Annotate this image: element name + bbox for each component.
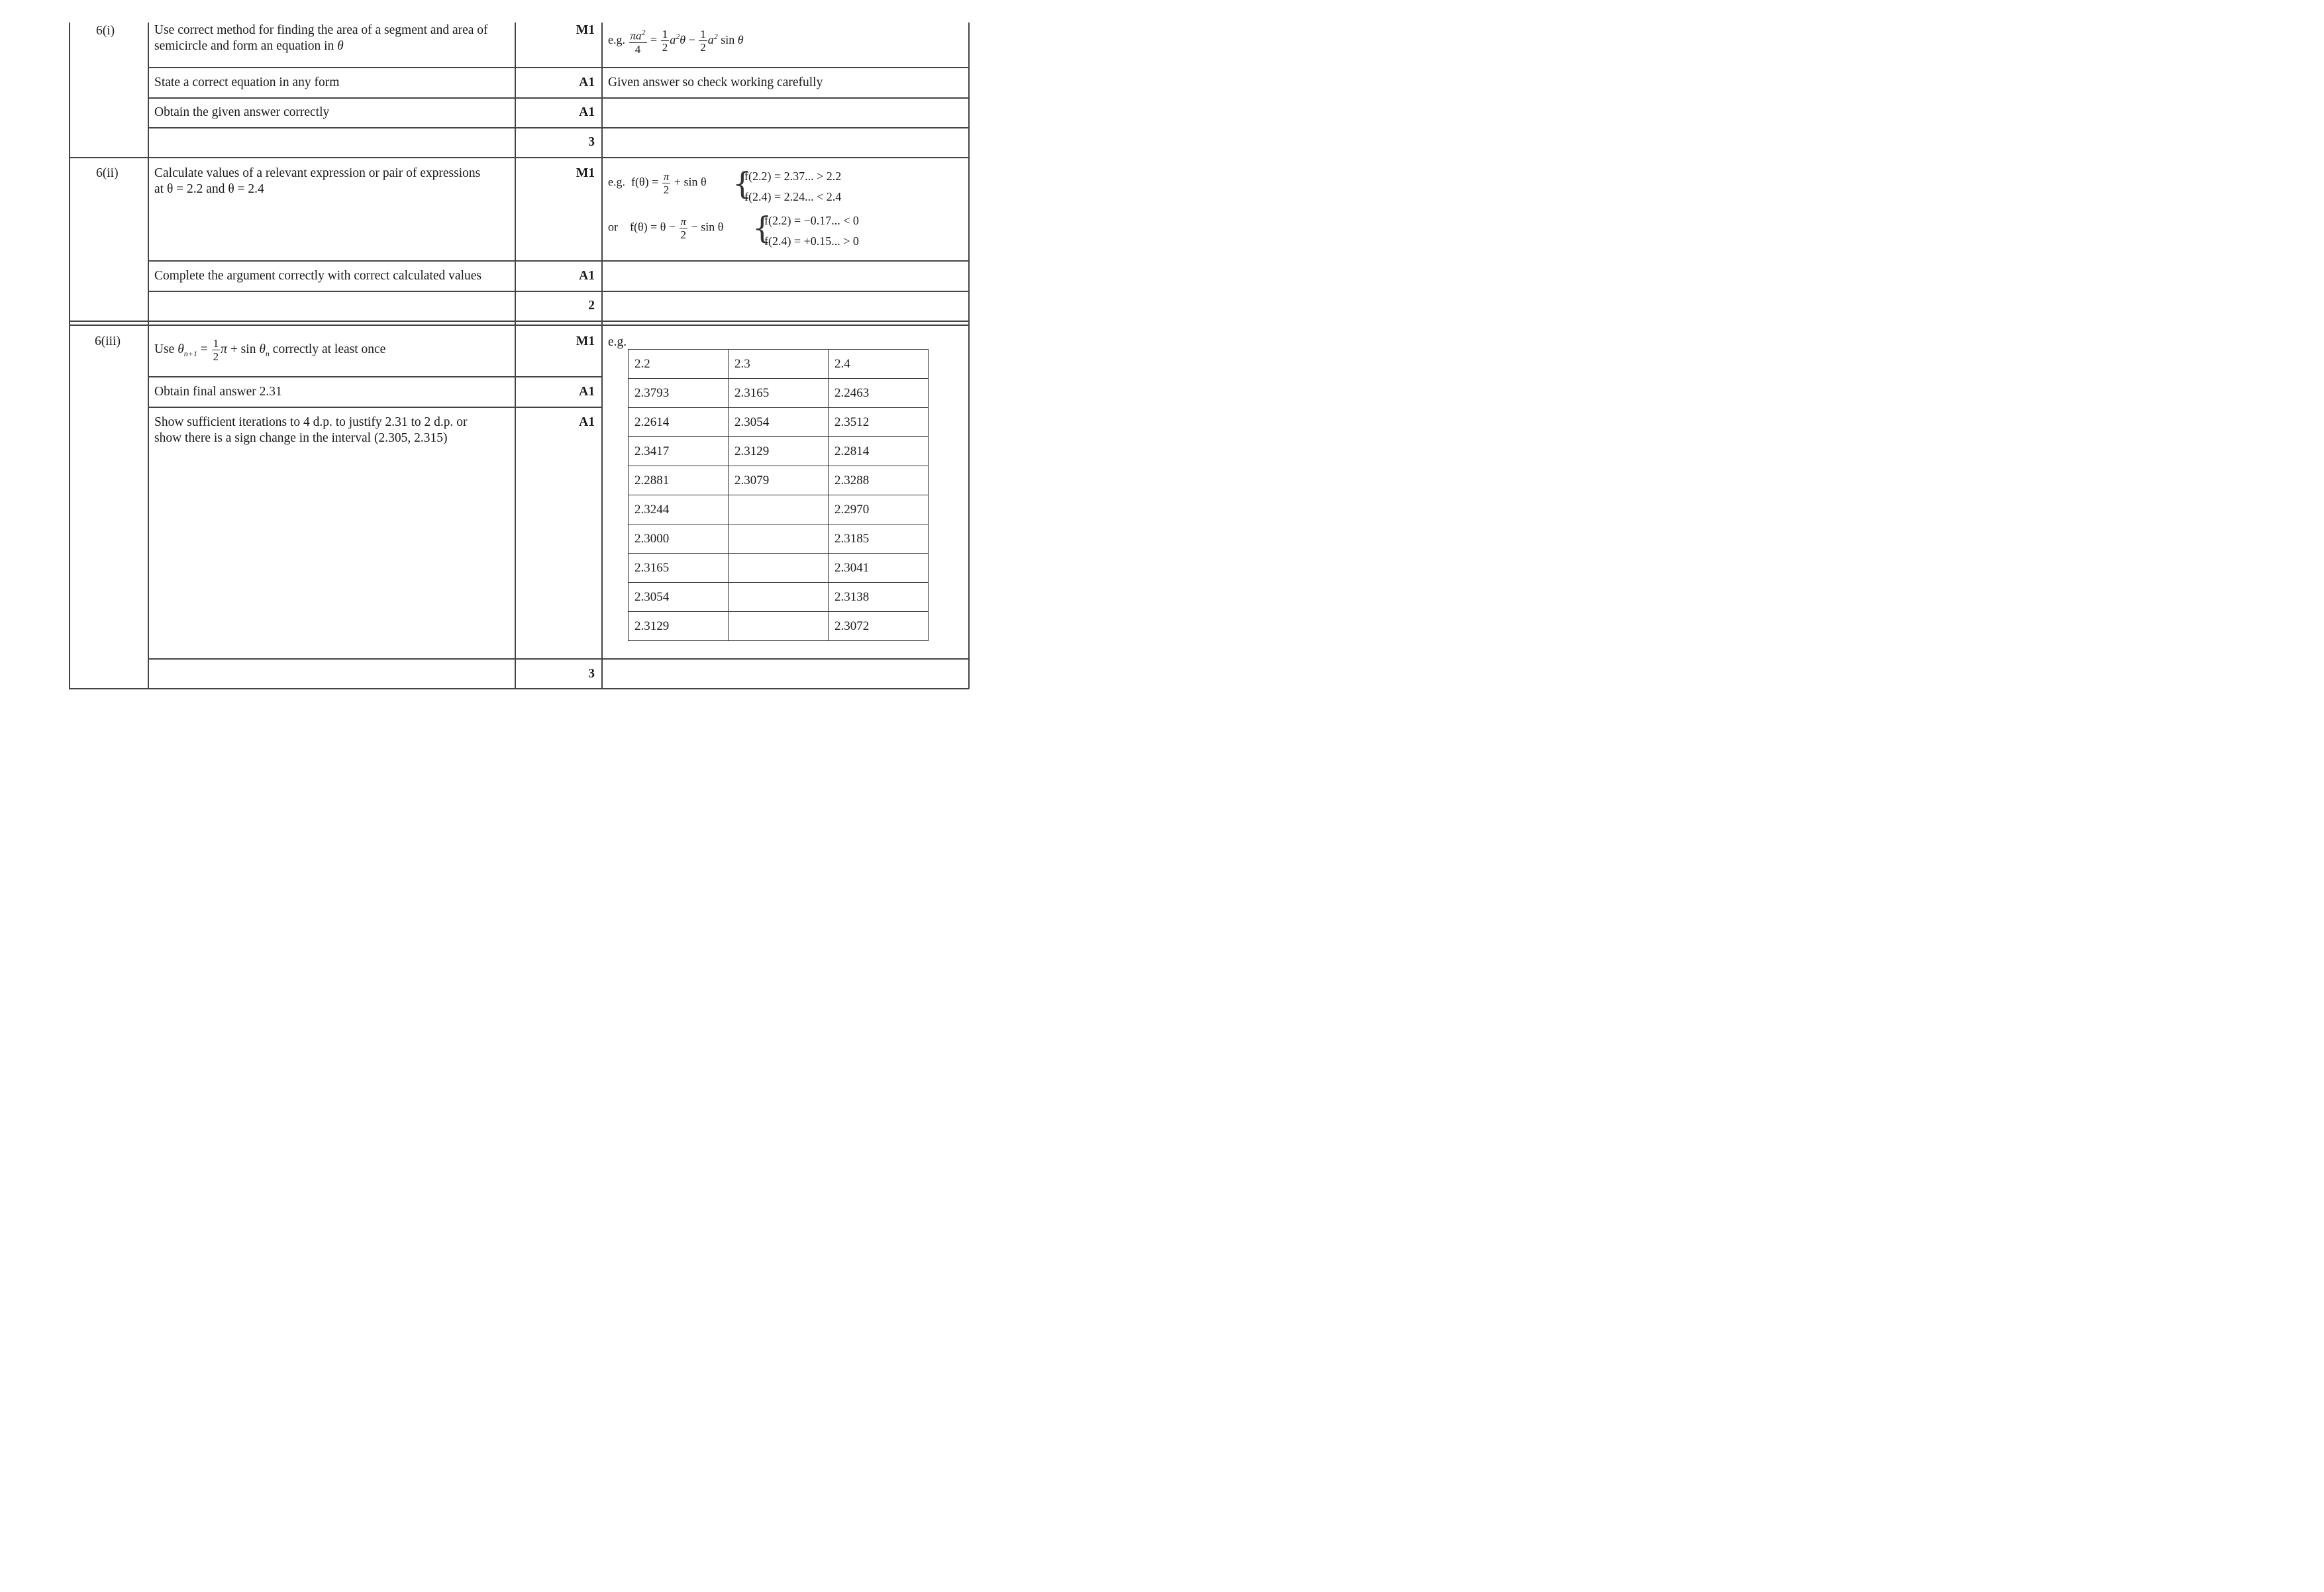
iteration-cell: 2.3000 [629, 524, 729, 554]
case-value: f(2.4) = +0.15... > 0 [764, 234, 859, 248]
mark-scheme-page [0, 0, 1038, 711]
mark-label: A1 [579, 385, 595, 399]
table-row [629, 350, 929, 379]
mark-label: A1 [579, 75, 595, 89]
left-brace: { [752, 210, 772, 246]
table-border [148, 658, 969, 660]
table-border [515, 23, 516, 689]
total-mark: 3 [588, 667, 595, 681]
iteration-cell: 2.3054 [729, 408, 829, 437]
table-row [629, 583, 929, 612]
case-value: f(2.2) = −0.17... < 0 [764, 214, 859, 227]
guidance-prefix: e.g. [608, 335, 627, 349]
fraction: $\frac{1}{2}$ [662, 28, 668, 54]
guidance-formula: e.g. $\frac{\pi a^2}{4}$ = $\frac{1}{2}$ $a^2\theta$ − $\frac{1}{2}$ $a^2$ sin θ [608, 28, 744, 56]
answer-line: Calculate values of a relevant expression or pair of expressions [154, 166, 481, 180]
iteration-cell: 2.3079 [729, 466, 829, 495]
mark-label: M1 [576, 166, 595, 180]
iteration-cell [729, 612, 829, 641]
table-row [629, 379, 929, 408]
iteration-cell: 2.2 [629, 350, 729, 379]
fraction: $\frac{1}{2}$ [213, 337, 219, 363]
table-border [148, 23, 149, 689]
total-mark: 2 [588, 299, 595, 313]
guidance-formula [608, 215, 723, 241]
case-value: f(2.4) = 2.24... < 2.4 [744, 190, 842, 203]
mark-label: M1 [576, 334, 595, 348]
guidance-prefix: e.g. [608, 32, 625, 46]
table-border [69, 321, 969, 322]
table-row [629, 612, 929, 641]
table-row [629, 524, 929, 554]
guidance-prefix: e.g. [608, 175, 625, 189]
iteration-cell: 2.3512 [829, 408, 929, 437]
answer-suffix: correctly at least once [272, 342, 386, 356]
guidance-text: Given answer so check working carefully [608, 75, 823, 89]
answer-text: Obtain final answer 2.31 [154, 385, 282, 399]
guidance-formula [608, 170, 707, 196]
iteration-cell: 2.3244 [629, 495, 729, 524]
answer-text [154, 23, 488, 54]
iteration-cell: 2.3165 [629, 554, 729, 583]
table-row [629, 554, 929, 583]
table-row [629, 466, 929, 495]
iteration-cell: 2.3129 [729, 437, 829, 466]
total-mark: 3 [588, 135, 595, 149]
iteration-cell: 2.3185 [829, 524, 929, 554]
answer-text [154, 166, 480, 197]
iteration-table [628, 349, 929, 641]
fraction: $\frac{\pi a^2}{4}$ [630, 28, 646, 56]
table-border [968, 23, 970, 689]
iteration-cell [729, 583, 829, 612]
iteration-cell: 2.2881 [629, 466, 729, 495]
guidance-or: or [608, 220, 618, 234]
table-border [148, 407, 602, 408]
table-border [601, 23, 603, 689]
table-border [69, 324, 969, 326]
iteration-cell: 2.2970 [829, 495, 929, 524]
answer-prefix: Use [154, 342, 175, 356]
iteration-cell: 2.4 [829, 350, 929, 379]
table-border [148, 291, 969, 292]
theta-symbol: θ [337, 39, 344, 53]
table-row [629, 495, 929, 524]
table-border [69, 688, 969, 689]
fraction: $\frac{\pi}{2}$ [663, 170, 670, 196]
formula-lhs: f(θ) = [631, 175, 659, 189]
formula-rhs: + sin θ [674, 175, 707, 189]
formula-lhs: f(θ) = θ − [630, 220, 676, 234]
formula-rhs: − sin θ [691, 220, 724, 234]
answer-text: State a correct equation in any form [154, 75, 340, 89]
iteration-cell: 2.3417 [629, 437, 729, 466]
iteration-cell: 2.3 [729, 350, 829, 379]
iteration-cell: 2.3793 [629, 379, 729, 408]
table-row [629, 408, 929, 437]
question-number: 6(iii) [95, 334, 121, 348]
fraction: $\frac{\pi}{2}$ [680, 215, 687, 241]
iteration-cell: 2.3288 [829, 466, 929, 495]
answer-line: Use correct method for finding the area of a segment and area of [154, 23, 488, 37]
left-brace: { [733, 166, 752, 201]
answer-line: Show sufficient iterations to 4 d.p. to justify 2.31 to 2 d.p. or [154, 415, 468, 429]
iteration-cell: 2.2614 [629, 408, 729, 437]
iteration-cell: 2.3138 [829, 583, 929, 612]
question-number: 6(ii) [96, 166, 119, 180]
mark-label: A1 [579, 415, 595, 429]
iteration-cell: 2.3129 [629, 612, 729, 641]
iteration-cell: 2.3041 [829, 554, 929, 583]
table-border [69, 157, 969, 158]
case-value: f(2.2) = 2.37... > 2.2 [744, 170, 842, 183]
mark-label: A1 [579, 269, 595, 283]
iteration-cell: 2.2814 [829, 437, 929, 466]
table-border [148, 97, 969, 99]
mark-label: A1 [579, 105, 595, 119]
iteration-cell: 2.3072 [829, 612, 929, 641]
iteration-cell: 2.3165 [729, 379, 829, 408]
table-border [148, 376, 602, 377]
table-border [148, 260, 969, 262]
answer-text: Use $\theta_{n+1}$ = $\frac{1}{2}$ $\pi + \sin \theta_n$ correctly at least once [154, 337, 386, 363]
iteration-cell [729, 554, 829, 583]
iteration-cell: 2.2463 [829, 379, 929, 408]
table-border [69, 23, 70, 689]
fraction: $\frac{1}{2}$ [700, 28, 706, 54]
iteration-cell [729, 524, 829, 554]
iteration-cell: 2.3054 [629, 583, 729, 612]
table-row [629, 437, 929, 466]
answer-line: semicircle and form an equation in [154, 39, 334, 53]
answer-text: Complete the argument correctly with correct calculated values [154, 269, 481, 283]
question-number: 6(i) [96, 24, 115, 38]
mark-label: M1 [576, 23, 595, 37]
answer-text [154, 415, 468, 446]
answer-text: Obtain the given answer correctly [154, 105, 330, 119]
iteration-cell [729, 495, 829, 524]
table-border [148, 127, 969, 128]
answer-line: at θ = 2.2 and θ = 2.4 [154, 182, 264, 196]
answer-line: show there is a sign change in the interval (2.305, 2.315) [154, 431, 448, 445]
table-border [148, 67, 969, 68]
